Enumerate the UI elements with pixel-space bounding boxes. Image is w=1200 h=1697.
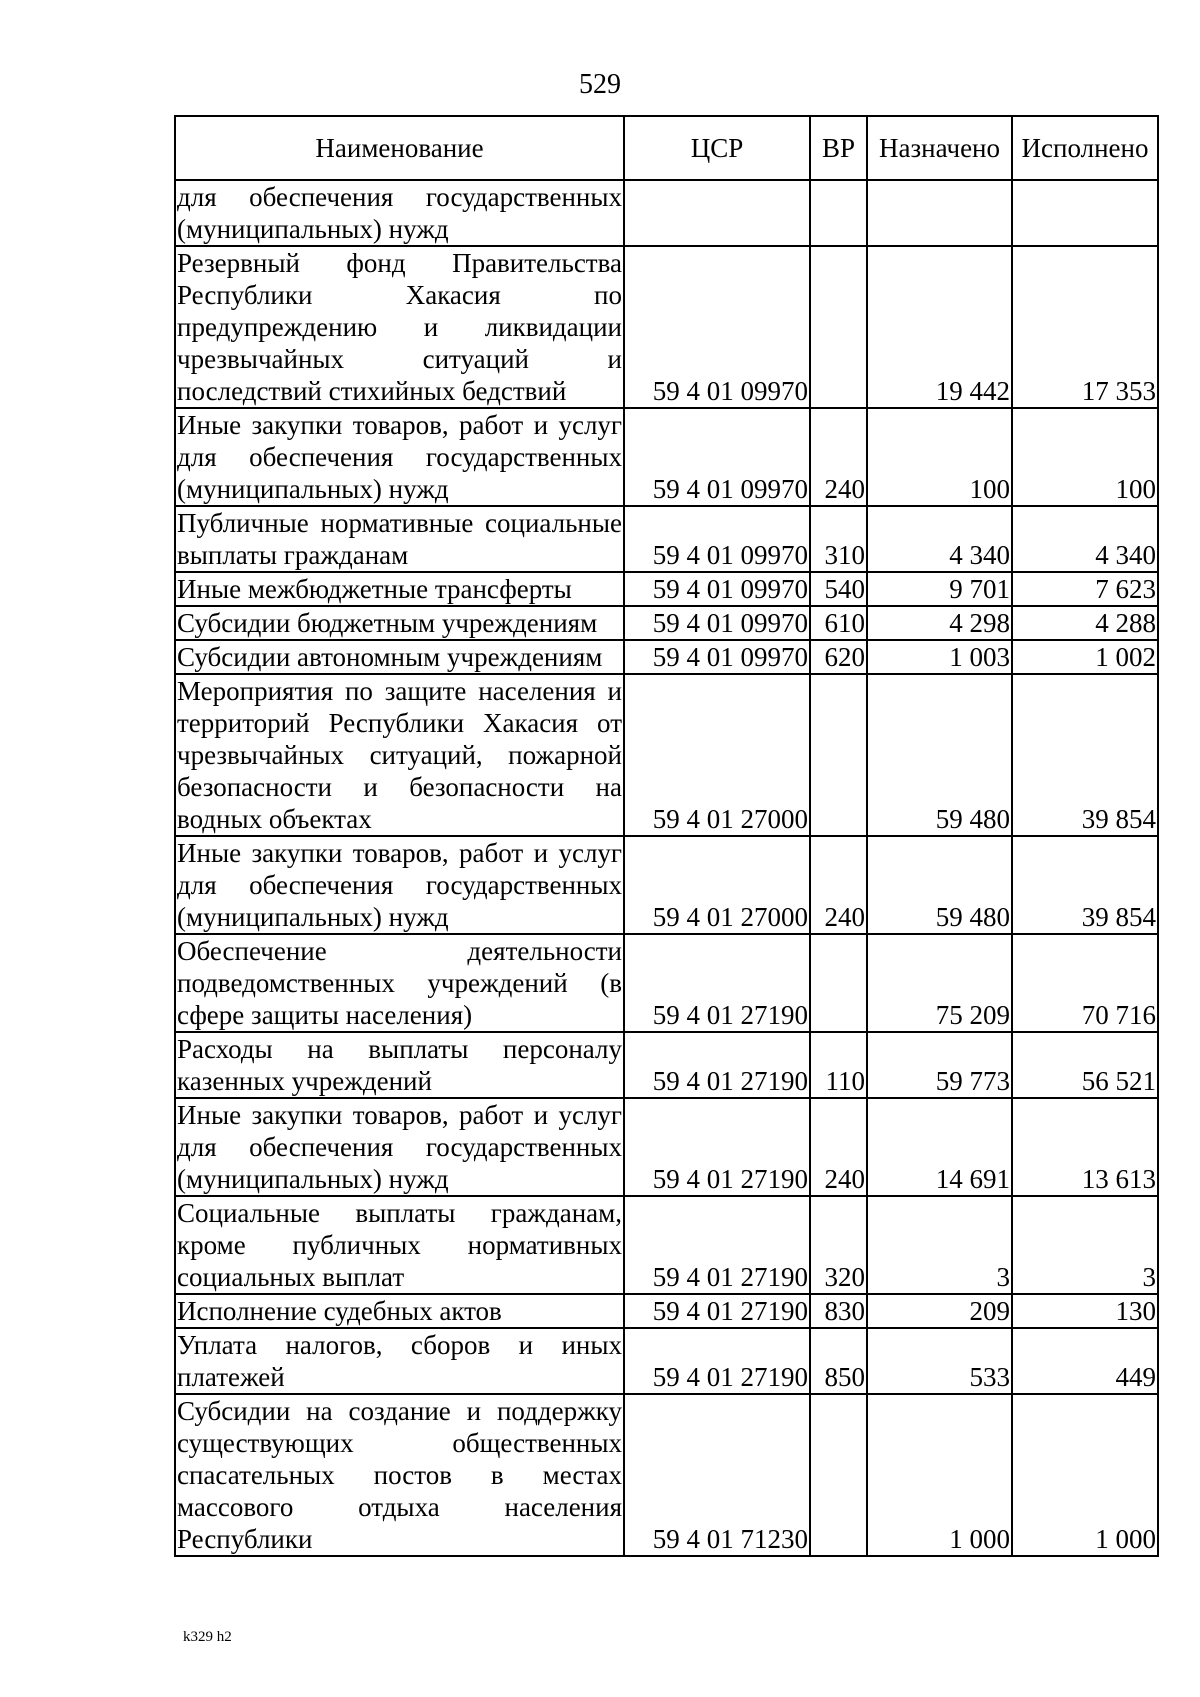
cell-executed: 17 353: [1012, 246, 1158, 408]
header-name: Наименование: [175, 116, 624, 180]
cell-executed: 100: [1012, 408, 1158, 506]
header-planned: Назначено: [867, 116, 1012, 180]
cell-planned: 100: [867, 408, 1012, 506]
cell-name: Иные закупки товаров, работ и услуг для обеспечения государственных (муниципальных) нужд: [177, 838, 622, 932]
table-row: [175, 1294, 1158, 1328]
cell-csr: 59 4 01 27000: [624, 836, 810, 934]
table-row: [175, 1032, 1158, 1098]
cell-csr: 59 4 01 09970: [624, 572, 810, 606]
page-number: 529: [579, 69, 621, 100]
cell-csr: 59 4 01 27190: [624, 1032, 810, 1098]
cell-executed: 39 854: [1012, 674, 1158, 836]
cell-name: Расходы на выплаты персоналу казенных учреждений: [177, 1034, 622, 1096]
cell-vr: 850: [810, 1328, 867, 1394]
cell-vr: [810, 1394, 867, 1556]
cell-executed: 1 002: [1012, 640, 1158, 674]
cell-vr: 240: [810, 408, 867, 506]
table-row: [175, 674, 1158, 836]
cell-name: Публичные нормативные социальные выплаты гражданам: [177, 508, 622, 570]
cell-planned: 59 480: [867, 836, 1012, 934]
cell-csr: 59 4 01 27190: [624, 1196, 810, 1294]
cell-planned: 19 442: [867, 246, 1012, 408]
cell-csr: 59 4 01 09970: [624, 408, 810, 506]
cell-vr: [810, 934, 867, 1032]
cell-planned: 9 701: [867, 572, 1012, 606]
cell-executed: 4 340: [1012, 506, 1158, 572]
cell-csr: 59 4 01 09970: [624, 640, 810, 674]
cell-vr: 830: [810, 1294, 867, 1328]
table-row: [175, 1328, 1158, 1394]
cell-planned: [867, 180, 1012, 246]
table-row: [175, 836, 1158, 934]
cell-csr: 59 4 01 09970: [624, 246, 810, 408]
cell-planned: 59 773: [867, 1032, 1012, 1098]
header-executed: Исполнено: [1012, 116, 1158, 180]
cell-vr: 110: [810, 1032, 867, 1098]
cell-vr: [810, 674, 867, 836]
cell-vr: 240: [810, 836, 867, 934]
cell-name: Резервный фонд Правительства Республики Хакасия по предупреждению и ликвидации чрезвычайных ситуаций и последствий стихийных бедствий: [177, 248, 622, 406]
cell-executed: 3: [1012, 1196, 1158, 1294]
table-row: [175, 408, 1158, 506]
cell-name: Иные межбюджетные трансферты: [175, 572, 624, 606]
cell-planned: 533: [867, 1328, 1012, 1394]
cell-executed: [1012, 180, 1158, 246]
cell-csr: 59 4 01 09970: [624, 506, 810, 572]
cell-planned: 4 340: [867, 506, 1012, 572]
cell-name: Обеспечение деятельности подведомственных учреждений (в сфере защиты населения): [177, 936, 622, 1030]
header-vr: ВР: [810, 116, 867, 180]
table-row: [175, 640, 1158, 674]
cell-vr: 310: [810, 506, 867, 572]
cell-executed: 56 521: [1012, 1032, 1158, 1098]
table-row: [175, 506, 1158, 572]
cell-planned: 1 000: [867, 1394, 1012, 1556]
cell-csr: 59 4 01 27190: [624, 1328, 810, 1394]
table-row: [175, 246, 1158, 408]
cell-planned: 3: [867, 1196, 1012, 1294]
cell-executed: 449: [1012, 1328, 1158, 1394]
cell-name: Социальные выплаты гражданам, кроме публичных нормативных социальных выплат: [177, 1198, 622, 1292]
table-header-row: [175, 116, 1158, 180]
cell-executed: 130: [1012, 1294, 1158, 1328]
cell-csr: 59 4 01 27190: [624, 1098, 810, 1196]
table-row: [175, 934, 1158, 1032]
table-body: [175, 180, 1158, 1556]
cell-planned: 4 298: [867, 606, 1012, 640]
cell-name: Субсидии автономным учреждениям: [175, 640, 624, 674]
cell-planned: 59 480: [867, 674, 1012, 836]
cell-vr: 540: [810, 572, 867, 606]
cell-csr: [624, 180, 810, 246]
cell-executed: 1 000: [1012, 1394, 1158, 1556]
cell-executed: 39 854: [1012, 836, 1158, 934]
cell-csr: 59 4 01 27190: [624, 934, 810, 1032]
cell-name: Иные закупки товаров, работ и услуг для обеспечения государственных (муниципальных) нужд: [177, 410, 622, 504]
cell-executed: 13 613: [1012, 1098, 1158, 1196]
cell-name: Иные закупки товаров, работ и услуг для обеспечения государственных (муниципальных) нужд: [177, 1100, 622, 1194]
cell-planned: 1 003: [867, 640, 1012, 674]
cell-executed: 7 623: [1012, 572, 1158, 606]
cell-csr: 59 4 01 27190: [624, 1294, 810, 1328]
cell-name: Субсидии на создание и поддержку существующих общественных спасательных постов в местах массового отдыха населения Республики: [177, 1396, 622, 1554]
table-row: [175, 1196, 1158, 1294]
cell-name: Исполнение судебных актов: [175, 1294, 624, 1328]
table-row: [175, 1098, 1158, 1196]
cell-name: Субсидии бюджетным учреждениям: [175, 606, 624, 640]
table-row: [175, 180, 1158, 246]
cell-vr: [810, 246, 867, 408]
cell-planned: 75 209: [867, 934, 1012, 1032]
footer-code: k329 h2: [183, 1629, 232, 1645]
header-csr: ЦСР: [624, 116, 810, 180]
budget-execution-table: [174, 115, 1159, 1557]
cell-vr: 240: [810, 1098, 867, 1196]
table-row: [175, 606, 1158, 640]
cell-vr: [810, 180, 867, 246]
cell-planned: 209: [867, 1294, 1012, 1328]
cell-csr: 59 4 01 71230: [624, 1394, 810, 1556]
cell-vr: 620: [810, 640, 867, 674]
cell-name: Мероприятия по защите населения и территорий Республики Хакасия от чрезвычайных ситуаций, пожарной безопасности и безопасности на водных объектах: [177, 676, 622, 834]
cell-name: Уплата налогов, сборов и иных платежей: [177, 1330, 622, 1392]
cell-csr: 59 4 01 27000: [624, 674, 810, 836]
table-row: [175, 572, 1158, 606]
cell-name: для обеспечения государственных (муниципальных) нужд: [177, 182, 622, 244]
cell-executed: 70 716: [1012, 934, 1158, 1032]
cell-vr: 320: [810, 1196, 867, 1294]
cell-planned: 14 691: [867, 1098, 1012, 1196]
cell-csr: 59 4 01 09970: [624, 606, 810, 640]
table-row: [175, 1394, 1158, 1556]
cell-executed: 4 288: [1012, 606, 1158, 640]
cell-vr: 610: [810, 606, 867, 640]
